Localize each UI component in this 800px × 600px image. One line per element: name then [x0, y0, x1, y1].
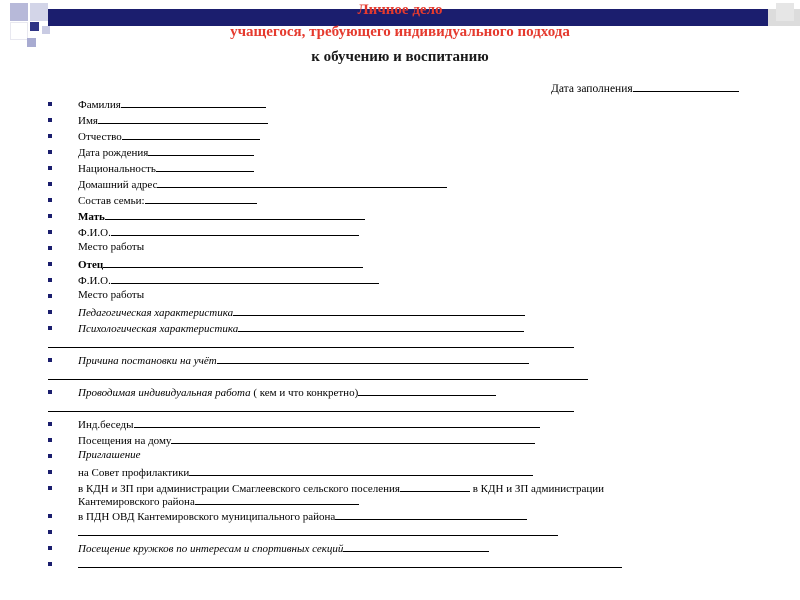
item-label: Мать [78, 211, 105, 223]
list-item [78, 129, 260, 144]
blank-line[interactable] [48, 379, 588, 380]
item-blank[interactable] [103, 257, 363, 268]
bullet [48, 470, 52, 474]
list-item [78, 177, 447, 192]
list-item [78, 145, 254, 160]
list-item [78, 433, 535, 448]
list-item [78, 305, 525, 320]
bullet [48, 166, 52, 170]
bullet [48, 102, 52, 106]
item-label: в КДН и ЗП при администрации Смаглеевского сельского поселения [78, 483, 400, 495]
bullet [48, 262, 52, 266]
title-line-1: Личное дело [357, 2, 443, 18]
list-item [78, 97, 266, 112]
item-blank[interactable] [122, 129, 260, 140]
item-blank[interactable] [105, 209, 365, 220]
bullet [48, 134, 52, 138]
item-suffix: ( кем и что конкретно) [250, 387, 359, 399]
list-item [78, 241, 144, 254]
item-blank[interactable] [145, 193, 257, 204]
bullet [48, 278, 52, 282]
item-blank[interactable] [343, 541, 489, 552]
item-blank[interactable] [358, 385, 496, 396]
bullet [48, 486, 52, 490]
item-label: Имя [78, 115, 98, 127]
list-item [78, 209, 365, 224]
title-line-2: учащегося, требующего индивидуального подхода [230, 24, 570, 40]
title-line-3: к обучению и воспитанию [311, 49, 489, 65]
bullet [48, 150, 52, 154]
item-label: Причина постановки на учёт [78, 355, 217, 367]
item-blank[interactable] [171, 433, 535, 444]
item-label: Отчество [78, 131, 122, 143]
item-blank[interactable] [238, 321, 524, 332]
item-label-line2: Кантемировского района [78, 496, 195, 508]
bullet [48, 294, 52, 298]
bullet [48, 118, 52, 122]
list-item [78, 161, 254, 176]
list-item [78, 541, 489, 556]
item-label: Национальность [78, 163, 156, 175]
fill-date-label: Дата заполнения [551, 83, 633, 95]
list-item [78, 225, 359, 240]
list-item-continuation [78, 494, 359, 509]
bullet [48, 198, 52, 202]
item-blank[interactable] [156, 161, 254, 172]
list-item [78, 273, 379, 288]
item-suffix: в КДН и ЗП администрации [469, 483, 605, 495]
item-label: Инд.беседы [78, 419, 134, 431]
list-item [78, 385, 496, 400]
item-label: на Совет профилактики [78, 467, 190, 479]
list-item [78, 509, 527, 524]
item-blank[interactable] [134, 417, 540, 428]
item-label: Дата рождения [78, 147, 149, 159]
item-blank[interactable] [121, 97, 266, 108]
blank-line[interactable] [78, 535, 558, 536]
item-label: Педагогическая характеристика [78, 307, 234, 319]
item-label: Психологическая характеристика [78, 323, 239, 335]
bullet [48, 214, 52, 218]
item-label: Отец [78, 259, 104, 271]
bullet [48, 438, 52, 442]
bullet [48, 422, 52, 426]
bullet [48, 454, 52, 458]
item-blank[interactable] [148, 145, 254, 156]
list-item [78, 321, 524, 336]
item-blank[interactable] [111, 225, 359, 236]
bullet [48, 530, 52, 534]
bullet [48, 182, 52, 186]
list-item [78, 257, 363, 272]
list-item [78, 193, 257, 208]
item-blank[interactable] [217, 353, 529, 364]
item-blank[interactable] [335, 509, 527, 520]
item-label: Приглашение [78, 449, 141, 461]
item-label: Посещения на дому [78, 435, 172, 447]
item-label: Проводимая индивидуальная работа [78, 387, 251, 399]
bullet [48, 246, 52, 250]
item-label: в ПДН ОВД Кантемировского муниципального района [78, 511, 336, 523]
list-item [78, 289, 144, 302]
list-item [78, 449, 141, 462]
bullet [48, 546, 52, 550]
list-item [78, 417, 540, 432]
item-blank[interactable] [111, 273, 379, 284]
item-label: Место работы [78, 289, 145, 301]
item-label: Ф.И.О. [78, 275, 111, 287]
item-label: Домашний адрес [78, 179, 158, 191]
item-blank[interactable] [195, 494, 359, 505]
item-label: Посещение кружков по интересам и спортивных секций [78, 543, 344, 555]
bullet [48, 310, 52, 314]
blank-line[interactable] [48, 347, 574, 348]
list-item [78, 465, 533, 480]
item-blank[interactable] [98, 113, 268, 124]
list-item [78, 353, 529, 368]
bullet [48, 562, 52, 566]
item-blank[interactable] [233, 305, 525, 316]
item-blank[interactable] [400, 481, 470, 492]
bullet [48, 230, 52, 234]
bullet [48, 514, 52, 518]
item-label: Место работы [78, 241, 145, 253]
bullet [48, 326, 52, 330]
item-label: Фамилия [78, 99, 121, 111]
item-blank[interactable] [157, 177, 447, 188]
item-blank[interactable] [189, 465, 533, 476]
blank-line[interactable] [78, 567, 622, 568]
bullet [48, 390, 52, 394]
list-item [78, 113, 268, 128]
item-label: Ф.И.О. [78, 227, 111, 239]
bullet [48, 358, 52, 362]
blank-line[interactable] [48, 411, 574, 412]
item-label: Состав семьи: [78, 195, 145, 207]
